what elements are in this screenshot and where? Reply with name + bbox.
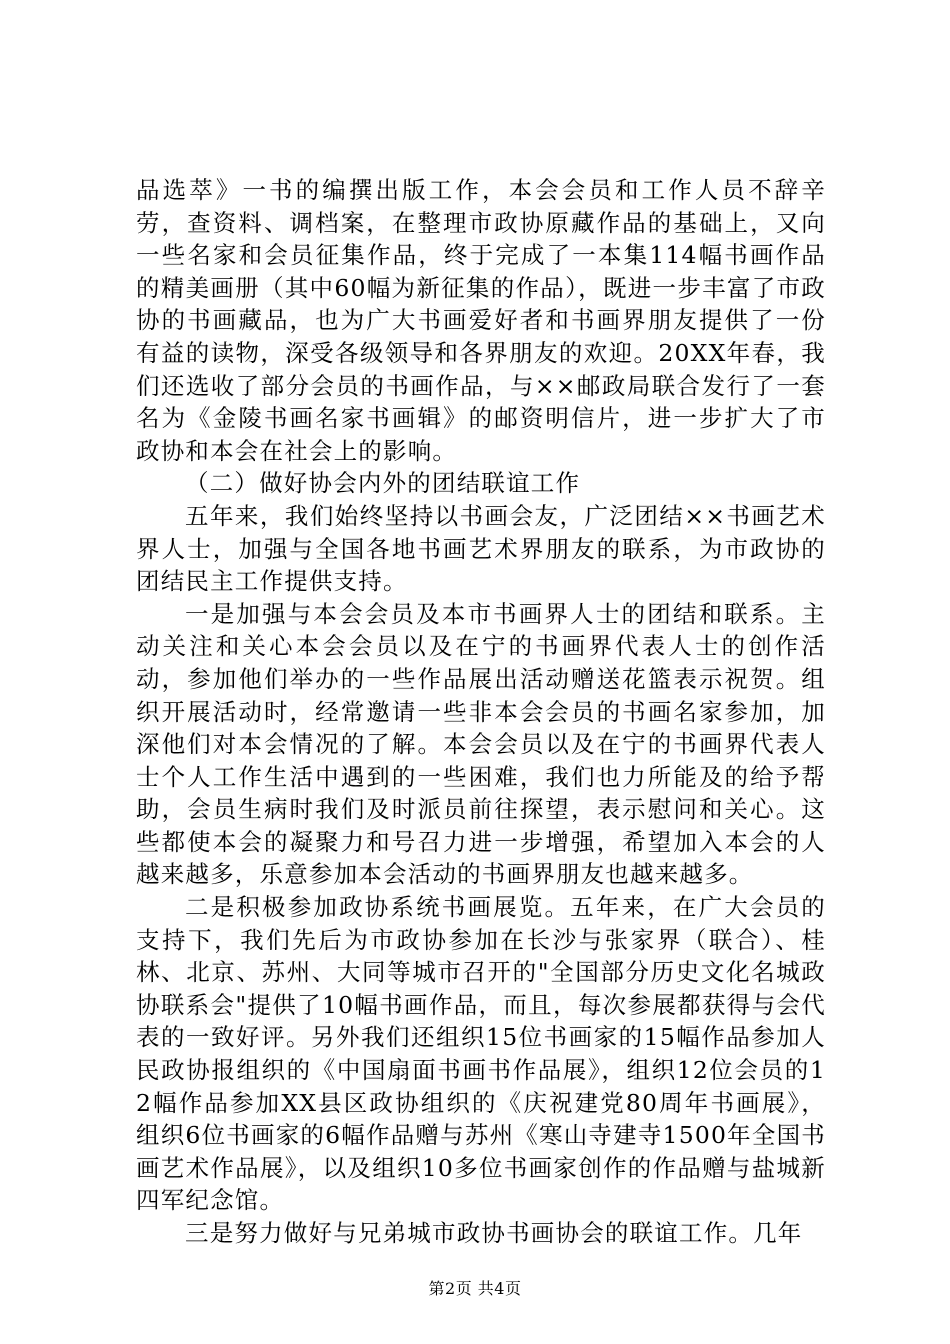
paragraph-point-one: 一是加强与本会会员及本市书画界人士的团结和联系。主动关注和关心本会会员以及在宁的书画界代表人士的创作活动，参加他们举办的一些作品展出活动赠送花篮表示祝贺。组织开展活动时，经常邀请一些非本会会员的书画名家参加，加深他们对本会情况的了解。本会会员以及在宁的书画界代表人士个人工作生活中遇到的一些困难，我们也力所能及的给予帮助，会员生病时我们及时派员前往探望，表示慰问和关心。这些都使本会的凝聚力和号召力进一步增强，希望加入本会的人越来越多，乐意参加本会活动的书画界朋友也越来越多。 bbox=[136, 599, 826, 889]
paragraph-point-two: 二是积极参加政协系统书画展览。五年来，在广大会员的支持下，我们先后为市政协参加在长沙与张家界（联合）、桂林、北京、苏州、大同等城市召开的"全国部分历史文化名城政协联系会"提供了10幅书画作品，而且，每次参展都获得与会代表的一致好评。另外我们还组织15位书画家的15幅作品参加人民政协报组织的《中国扇面书画书作品展》，组织12位会员的12幅作品参加XX县区政协组织的《庆祝建党80周年书画展》，组织6位书画家的6幅作品赠与苏州《寒山寺建寺1500年全国书画艺术作品展》，以及组织10多位书画家创作的作品赠与盐城新四军纪念馆。 bbox=[136, 893, 826, 1215]
page-number-label: 第2页 共4页 bbox=[428, 1279, 522, 1298]
paragraph-intro: 五年来，我们始终坚持以书画会友，广泛团结××书画艺术界人士，加强与全国各地书画艺术界朋友的联系，为市政协的团结民主工作提供支持。 bbox=[136, 501, 826, 596]
page-footer bbox=[0, 1276, 950, 1299]
section-heading: （二）做好协会内外的团结联谊工作 bbox=[185, 469, 581, 498]
paragraph-continuation: 品选萃》一书的编撰出版工作，本会会员和工作人员不辞辛劳，查资料、调档案，在整理市政协原藏作品的基础上，又向一些名家和会员征集作品，终于完成了一本集114幅书画作品的精美画册（其中60幅为新征集的作品），既进一步丰富了市政协的书画藏品，也为广大书画爱好者和书画界朋友提供了一份有益的读物，深受各级领导和各界朋友的欢迎。20XX年春，我们还选收了部分会员的书画作品，与××邮政局联合发行了一套名为《金陵书画名家书画辑》的邮资明信片，进一步扩大了市政协和本会在社会上的影响。 bbox=[136, 176, 826, 465]
document-body bbox=[136, 174, 826, 1250]
paragraph-point-three: 三是努力做好与兄弟城市政协书画协会的联谊工作。几年 bbox=[185, 1219, 803, 1247]
